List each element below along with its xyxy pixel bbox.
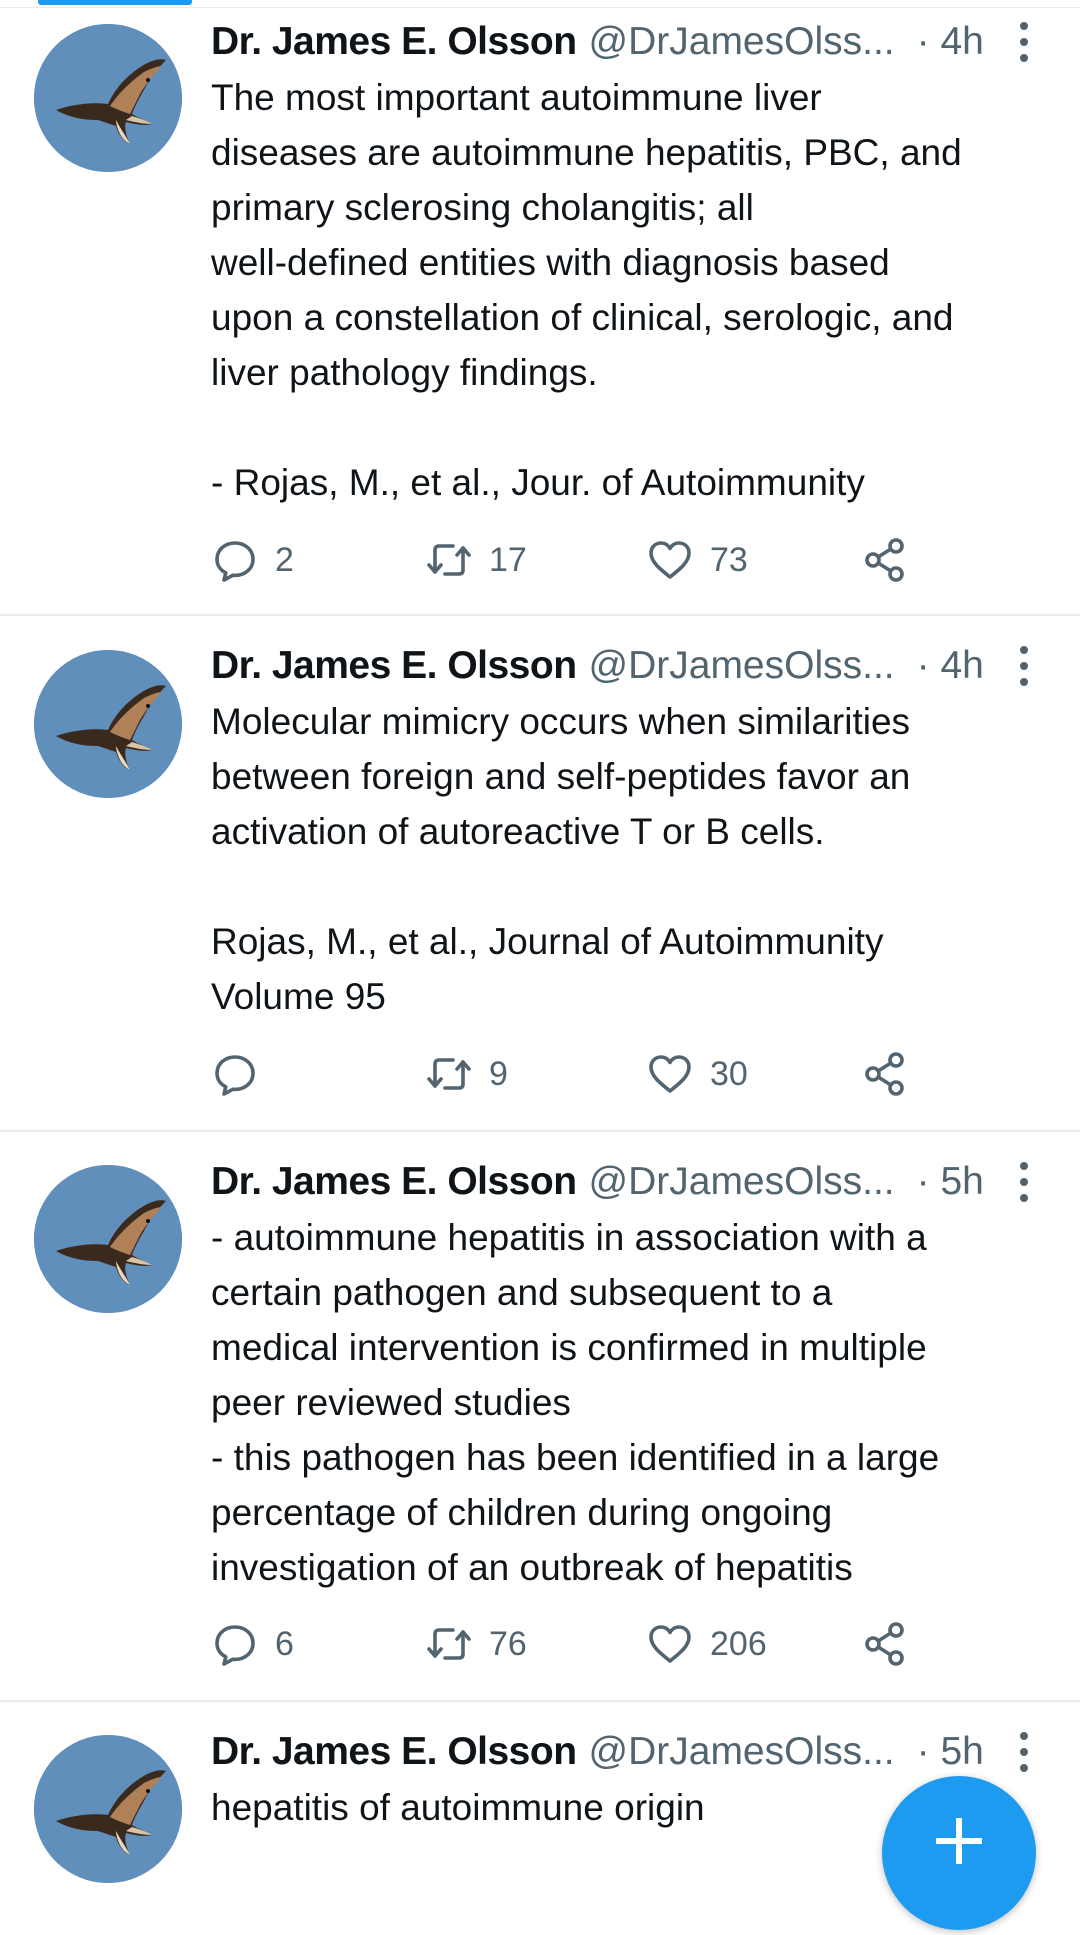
- hawk-avatar-image: [34, 24, 182, 172]
- tweet-text-line: hepatitis of autoimmune origin: [211, 1787, 705, 1828]
- like-button[interactable]: [646, 532, 748, 588]
- avatar[interactable]: [34, 1165, 182, 1313]
- like-icon: [646, 536, 694, 584]
- tweet-text-line: percentage of children during ongoing: [211, 1492, 833, 1533]
- retweet-button[interactable]: [425, 532, 527, 588]
- tweet-text: [211, 694, 1071, 1024]
- like-count: 30: [710, 1054, 748, 1093]
- retweet-icon: [425, 1620, 473, 1668]
- retweet-button[interactable]: [425, 1616, 527, 1672]
- like-count: 206: [710, 1624, 767, 1663]
- reply-button[interactable]: [211, 1046, 275, 1102]
- tweet-text-line: activation of autoreactive T or B cells.: [211, 811, 825, 852]
- tweet-header: [211, 16, 1080, 68]
- tweet-3[interactable]: [0, 1132, 1080, 1702]
- reply-count: 6: [275, 1624, 294, 1663]
- tweet-text-line: Volume 95: [211, 976, 386, 1017]
- timestamp[interactable]: · 4h: [916, 644, 984, 687]
- tweet-text-line: upon a constellation of clinical, serologic, and: [211, 297, 954, 338]
- retweet-icon: [425, 536, 473, 584]
- tweet-2[interactable]: [0, 616, 1080, 1132]
- author-name[interactable]: Dr. James E. Olsson: [211, 1730, 577, 1773]
- tweet-text-line: investigation of an outbreak of hepatitis: [211, 1547, 853, 1588]
- author-handle[interactable]: @DrJamesOlss...: [588, 1160, 895, 1203]
- like-icon: [646, 1620, 694, 1668]
- timestamp[interactable]: · 5h: [916, 1160, 984, 1203]
- reply-icon: [211, 1050, 259, 1098]
- tweet-actions: [211, 1046, 1071, 1102]
- more-options-icon[interactable]: [1012, 1730, 1036, 1774]
- like-button[interactable]: [646, 1046, 748, 1102]
- author-handle[interactable]: @DrJamesOlss...: [588, 644, 895, 687]
- more-options-icon[interactable]: [1012, 20, 1036, 64]
- avatar[interactable]: [34, 1735, 182, 1883]
- retweet-count: 17: [489, 540, 527, 579]
- author-name[interactable]: Dr. James E. Olsson: [211, 644, 577, 687]
- reply-count: 2: [275, 540, 294, 579]
- tweet-text-line: primary sclerosing cholangitis; all: [211, 187, 754, 228]
- share-button[interactable]: [861, 1616, 909, 1672]
- tweet-text-blank-line: [211, 859, 1071, 914]
- tweet-text-line: Molecular mimicry occurs when similarities: [211, 701, 911, 742]
- retweet-icon: [425, 1050, 473, 1098]
- retweet-count: 9: [489, 1054, 508, 1093]
- tweet-text: [211, 70, 1071, 510]
- like-button[interactable]: [646, 1616, 767, 1672]
- tweet-text-line: between foreign and self-peptides favor an: [211, 756, 911, 797]
- tweet-text-line: liver pathology findings.: [211, 352, 598, 393]
- tweet-header: [211, 640, 1080, 692]
- tweet-1[interactable]: [0, 8, 1080, 616]
- tweet-text-blank-line: [211, 400, 1071, 455]
- tweet-header: [211, 1726, 1080, 1778]
- retweet-count: 76: [489, 1624, 527, 1663]
- share-button[interactable]: [861, 532, 909, 588]
- tweet-text-line: - autoimmune hepatitis in association with a: [211, 1217, 927, 1258]
- reply-button[interactable]: [211, 532, 294, 588]
- timestamp[interactable]: · 5h: [916, 1730, 984, 1773]
- tweet-header: [211, 1156, 1080, 1208]
- tweet-text-line: medical intervention is confirmed in multiple: [211, 1327, 927, 1368]
- author-name[interactable]: Dr. James E. Olsson: [211, 1160, 577, 1203]
- hawk-avatar-image: [34, 1165, 182, 1313]
- tweet-actions: [211, 532, 1071, 588]
- tweet-actions: [211, 1616, 1071, 1672]
- like-count: 73: [710, 540, 748, 579]
- tweet-text-line: - this pathogen has been identified in a large: [211, 1437, 940, 1478]
- tweet-text-line: certain pathogen and subsequent to a: [211, 1272, 833, 1313]
- reply-button[interactable]: [211, 1616, 294, 1672]
- compose-tweet-button[interactable]: [882, 1776, 1036, 1930]
- avatar[interactable]: [34, 24, 182, 172]
- like-icon: [646, 1050, 694, 1098]
- share-icon: [861, 1620, 909, 1668]
- author-handle[interactable]: @DrJamesOlss...: [588, 1730, 895, 1773]
- share-icon: [861, 1050, 909, 1098]
- author-name[interactable]: Dr. James E. Olsson: [211, 20, 577, 63]
- share-icon: [861, 536, 909, 584]
- tweet-text-line: peer reviewed studies: [211, 1382, 571, 1423]
- hawk-avatar-image: [34, 650, 182, 798]
- tweet-text-line: - Rojas, M., et al., Jour. of Autoimmunity: [211, 462, 865, 503]
- timestamp[interactable]: · 4h: [916, 20, 984, 63]
- reply-icon: [211, 536, 259, 584]
- tweet-text: [211, 1210, 1071, 1595]
- more-options-icon[interactable]: [1012, 1160, 1036, 1204]
- plus-icon: [882, 1776, 1036, 1930]
- share-button[interactable]: [861, 1046, 909, 1102]
- more-options-icon[interactable]: [1012, 644, 1036, 688]
- tweet-text-line: Rojas, M., et al., Journal of Autoimmunity: [211, 921, 884, 962]
- avatar[interactable]: [34, 650, 182, 798]
- tweet-text-line: The most important autoimmune liver: [211, 77, 822, 118]
- reply-icon: [211, 1620, 259, 1668]
- tab-indicator: [38, 0, 192, 5]
- author-handle[interactable]: @DrJamesOlss...: [588, 20, 895, 63]
- retweet-button[interactable]: [425, 1046, 508, 1102]
- hawk-avatar-image: [34, 1735, 182, 1883]
- tweet-text-line: well-defined entities with diagnosis based: [211, 242, 890, 283]
- tweet-text-line: diseases are autoimmune hepatitis, PBC, and: [211, 132, 962, 173]
